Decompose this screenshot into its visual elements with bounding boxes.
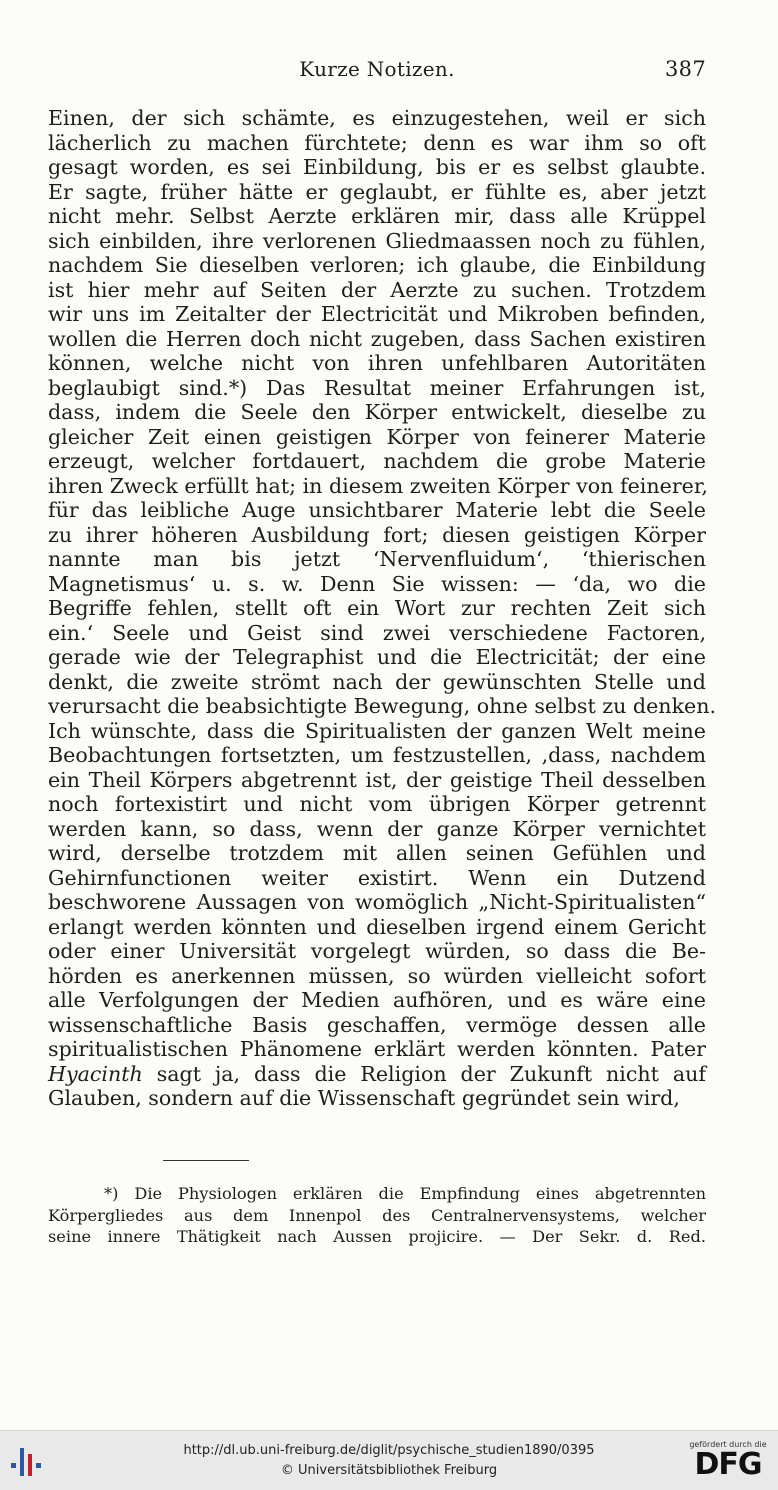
text-line: erzeugt, welcher fortdauert, nachdem die grobe Materie — [48, 449, 706, 473]
text-line: ein.‘ Seele und Geist sind zwei verschiedene Factoren, — [48, 620, 706, 645]
text-line: ihren Zweck erfüllt hat; in diesem zweiten Körper von feinerer, — [48, 473, 708, 498]
text-line: können, welche nicht von ihren unfehlbaren Autoritäten — [48, 351, 706, 375]
text-line: gesagt worden, es sei Einbildung, bis er es selbst glaubte. — [48, 155, 706, 179]
footnote-line: Körpergliedes aus dem Innenpol des Centralnervensystems, welcher — [48, 1205, 706, 1225]
text-line: Begriffe fehlen, stellt oft ein Wort zur rechten Zeit sich — [48, 596, 706, 620]
text-line: gerade wie der Telegraphist und die Electricität; der eine — [48, 645, 706, 669]
text-line: beglaubigt sind.*) Das Resultat meiner Erfahrungen ist, — [48, 375, 706, 400]
text-line: noch fortexistirt und nicht vom übrigen Körper getrennt — [48, 792, 706, 816]
text-line: Er sagte, früher hätte er geglaubt, er fühlte es, aber jetzt — [48, 179, 706, 204]
text-line: verursacht die beabsichtigte Bewegung, ohne selbst zu denken. — [48, 694, 717, 718]
text-line: gleicher Zeit einen geistigen Körper von feinerer Materie — [48, 424, 706, 449]
text-line: Glauben, sondern auf die Wissenschaft gegründet sein wird, — [48, 1086, 680, 1110]
text-line: für das leibliche Auge unsichtbarer Materie lebt die Seele — [48, 498, 706, 522]
text-line: denkt, die zweite strömt nach der gewünschten Stelle und — [48, 669, 706, 694]
text-line: nicht mehr. Selbst Aerzte erklären mir, dass alle Krüppel — [48, 204, 706, 228]
text-line: wird, derselbe trotzdem mit allen seinen Gefühlen und — [48, 841, 706, 865]
text-line: Magnetismus‘ u. s. w. Denn Sie wissen: — ‘da, wo die — [48, 571, 706, 596]
text-line: lächerlich zu machen fürchtete; denn es war ihm so oft — [48, 130, 706, 155]
text-line: wissenschaftliche Basis geschaffen, vermöge dessen alle — [48, 1012, 706, 1037]
text-line: werden kann, so dass, wenn der ganze Körper vernichtet — [48, 816, 706, 841]
text-line: Gehirnfunctionen weiter existirt. Wenn ein Dutzend — [48, 865, 706, 890]
text-line: spiritualistischen Phänomene erklärt werden könnten. Pater — [48, 1037, 706, 1061]
text-line: nannte man bis jetzt ‘Nervenfluidum‘, ‘thierischen — [48, 547, 706, 571]
footnote-separator — [163, 1160, 249, 1161]
running-title: Kurze Notizen. — [299, 57, 455, 81]
text-line: Beobachtungen fortsetzten, um festzustellen, ‚dass, nachdem — [48, 743, 706, 767]
text-line: beschworene Aussagen von womöglich „Nicht-Spiritualisten“ — [48, 890, 706, 914]
footnote — [48, 1183, 706, 1248]
footnote-line: *) Die Physiologen erklären die Empfindung eines abgetrennten — [104, 1184, 706, 1203]
text-line: Einen, der sich schämte, es einzugestehen, weil er sich — [48, 106, 706, 130]
running-head — [48, 57, 706, 87]
text-line: oder einer Universität vorgelegt würden, so dass die Be- — [48, 939, 706, 963]
text-line: erlangt werden könnten und dieselben irgend einem Gericht — [48, 914, 706, 939]
text-line: nachdem Sie dieselben verloren; ich glaube, die Einbildung — [48, 253, 706, 277]
text-line: Ich wünschte, dass die Spiritualisten der ganzen Welt meine — [48, 718, 706, 743]
permalink-url[interactable]: http://dl.ub.uni-freiburg.de/diglit/psychische_studien1890/0395 — [183, 1443, 595, 1458]
text-line: alle Verfolgungen der Medien aufhören, und es wäre eine — [48, 988, 706, 1012]
viewer-footer — [0, 1430, 778, 1490]
text-line: ein Theil Körpers abgetrennt ist, der geistige Theil desselben — [48, 767, 706, 792]
body-text — [48, 106, 717, 1111]
italic-name: Hyacinth — [48, 1061, 143, 1086]
text-line: wollen die Herren doch nicht zugeben, dass Sachen existiren — [48, 326, 706, 351]
page-number: 387 — [665, 57, 706, 81]
text-line-rest: sagt ja, dass die Religion der Zukunft nicht auf — [142, 1061, 706, 1086]
dfg-logo — [688, 1440, 768, 1484]
copyright-notice: © Universitätsbibliothek Freiburg — [280, 1463, 498, 1478]
text-line — [48, 1062, 706, 1087]
footnote-line: seine innere Thätigkeit nach Aussen projicire. — Der Sekr. d. Red. — [48, 1227, 706, 1246]
text-line: sich einbilden, ihre verlorenen Gliedmaassen noch zu fühlen, — [48, 228, 706, 253]
text-line: wir uns im Zeitalter der Electricität und Mikroben befinden, — [48, 302, 706, 326]
text-line: zu ihrer höheren Ausbildung fort; diesen geistigen Körper — [48, 522, 706, 547]
text-line: dass, indem die Seele den Körper entwickelt, dieselbe zu — [48, 400, 706, 424]
text-line: hörden es anerkennen müssen, so würden vielleicht sofort — [48, 963, 706, 988]
text-line: ist hier mehr auf Seiten der Aerzte zu suchen. Trotzdem — [48, 277, 706, 302]
dfg-caption: gefördert durch die — [689, 1440, 767, 1449]
dfg-logo-text: DFG — [694, 1447, 762, 1482]
